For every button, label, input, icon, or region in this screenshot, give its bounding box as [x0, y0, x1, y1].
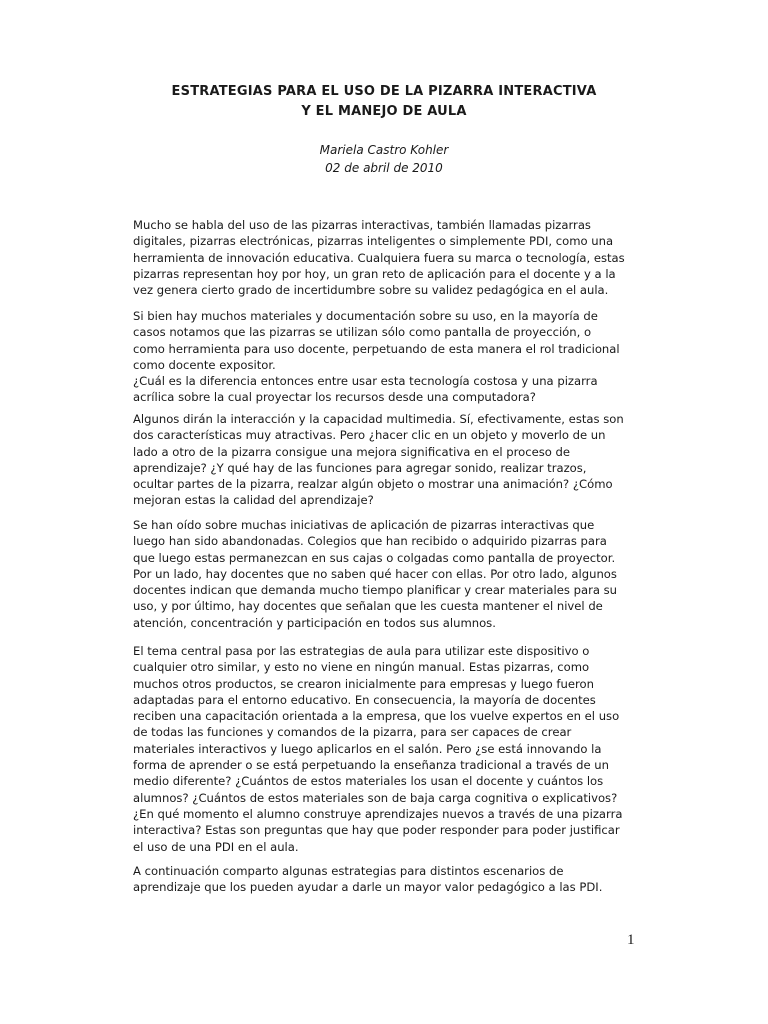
paragraph-line: atención, concentración y participación en todos sus alumnos. — [133, 615, 496, 630]
paragraph-line: lado a otro de la pizarra consigue una mejora significativa en el proceso de — [133, 444, 571, 459]
paragraph-line: como herramienta para uso docente, perpetuando de esta manera el rol tradicional — [133, 341, 620, 356]
paragraph-line: alumnos? ¿Cuántos de estos materiales son de baja carga cognitiva o explicativos? — [133, 790, 618, 805]
paragraph-line: Si bien hay muchos materiales y documentación sobre su uso, en la mayoría de — [133, 309, 598, 323]
paragraph-line: aprendizaje? ¿Y qué hay de las funciones para agregar sonido, realizar trazos, — [133, 460, 587, 475]
paragraph-line: mejoran estas la calidad del aprendizaje? — [133, 493, 374, 508]
paragraph-line: forma de aprender o se está perpetuando la enseñanza tradicional a través de un — [133, 758, 609, 773]
paragraph-line: reciben una capacitación orientada a la empresa, que los vuelve expertos en el uso — [133, 709, 620, 724]
paragraph-line: acrílica sobre la cual proyectar los recursos desde una computadora? — [133, 390, 536, 405]
paragraph-line: El tema central pasa por las estrategias de aula para utilizar este dispositivo o — [133, 644, 590, 658]
paragraph-line: vez genera cierto grado de incertidumbre sobre su validez pedagógica en el aula. — [133, 283, 609, 298]
paragraph-line: cualquier otro similar, y esto no viene en ningún manual. Estas pizarras, como — [133, 660, 590, 675]
paragraph-line: Mucho se habla del uso de las pizarras interactivas, también llamadas pizarras — [133, 218, 591, 232]
paragraph-line: A continuación comparto algunas estrategias para distintos escenarios de — [133, 864, 564, 878]
paragraph-line: adaptadas para el entorno educativo. En consecuencia, la mayoría de docentes — [133, 692, 596, 707]
paragraph-line: de todas las funciones y comandos de la pizarra, para ser capaces de crear — [133, 725, 572, 740]
title-line: Y EL MANEJO DE AULA — [301, 104, 467, 119]
paragraph-line: pizarras representan hoy por hoy, un gran reto de aplicación para el docente y a la — [133, 266, 616, 281]
body-paragraph — [133, 863, 653, 896]
paragraph-line: dos características muy atractivas. Pero ¿hacer clic en un objeto y moverlo de un — [133, 428, 606, 443]
author: Mariela Castro Kohler — [319, 143, 449, 157]
body-paragraph — [133, 411, 653, 509]
paragraph-line: herramienta de innovación educativa. Cualquiera fuera su marca o tecnología, estas — [133, 250, 625, 265]
date: 02 de abril de 2010 — [325, 161, 443, 175]
paragraph-line: luego han sido abandonadas. Colegios que han recibido o adquirido pizarras para — [133, 534, 607, 549]
paragraph-line: ¿En qué momento el alumno construye aprendizajes nuevos a través de una pizarra — [133, 806, 623, 821]
paragraph-line: Por un lado, hay docentes que no saben qué hacer con ellas. Por otro lado, algunos — [133, 566, 617, 581]
paragraph-line: muchos otros productos, se crearon inicialmente para empresas y luego fueron — [133, 676, 594, 691]
title-line: ESTRATEGIAS PARA EL USO DE LA PIZARRA INTERACTIVA — [171, 84, 597, 99]
paragraph-line: Algunos dirán la interacción y la capacidad multimedia. Sí, efectivamente, estas son — [133, 412, 624, 426]
paragraph-line: uso, y por último, hay docentes que señalan que les cuesta mantener el nivel de — [133, 599, 603, 614]
paragraph-line: como docente expositor. — [133, 357, 276, 372]
page-number: 1 — [627, 932, 635, 948]
paragraph-line: medio diferente? ¿Cuántos de estos materiales los usan el docente y cuántos los — [133, 774, 604, 789]
paragraph-line: materiales interactivos y luego aplicarlos en el salón. Pero ¿se está innovando la — [133, 741, 602, 756]
paragraph-line: docentes indican que demanda mucho tiempo planificar y crear materiales para su — [133, 583, 618, 598]
paragraph-line: ocultar partes de la pizarra, realzar algún objeto o mostrar una animación? ¿Cómo — [133, 477, 613, 492]
paragraph-line: digitales, pizarras electrónicas, pizarras inteligentes o simplemente PDI, como una — [133, 234, 614, 249]
body-paragraph — [133, 308, 653, 406]
document-title — [0, 82, 768, 122]
paragraph-line: casos notamos que las pizarras se utilizan sólo como pantalla de proyección, o — [133, 325, 592, 340]
body-paragraph — [133, 217, 653, 298]
body-paragraph — [133, 643, 653, 855]
paragraph-line: ¿Cuál es la diferencia entonces entre usar esta tecnología costosa y una pizarra — [133, 374, 598, 389]
document-byline — [0, 141, 768, 177]
body-paragraph — [133, 517, 653, 631]
paragraph-line: interactiva? Estas son preguntas que hay que poder responder para poder justificar — [133, 823, 620, 838]
paragraph-line: aprendizaje que los pueden ayudar a darle un mayor valor pedagógico a las PDI. — [133, 880, 603, 895]
paragraph-line: que luego estas permanezcan en sus cajas o colgadas como pantalla de proyector. — [133, 550, 616, 565]
paragraph-line: Se han oído sobre muchas iniciativas de aplicación de pizarras interactivas que — [133, 518, 595, 532]
paragraph-line: el uso de una PDI en el aula. — [133, 839, 299, 854]
